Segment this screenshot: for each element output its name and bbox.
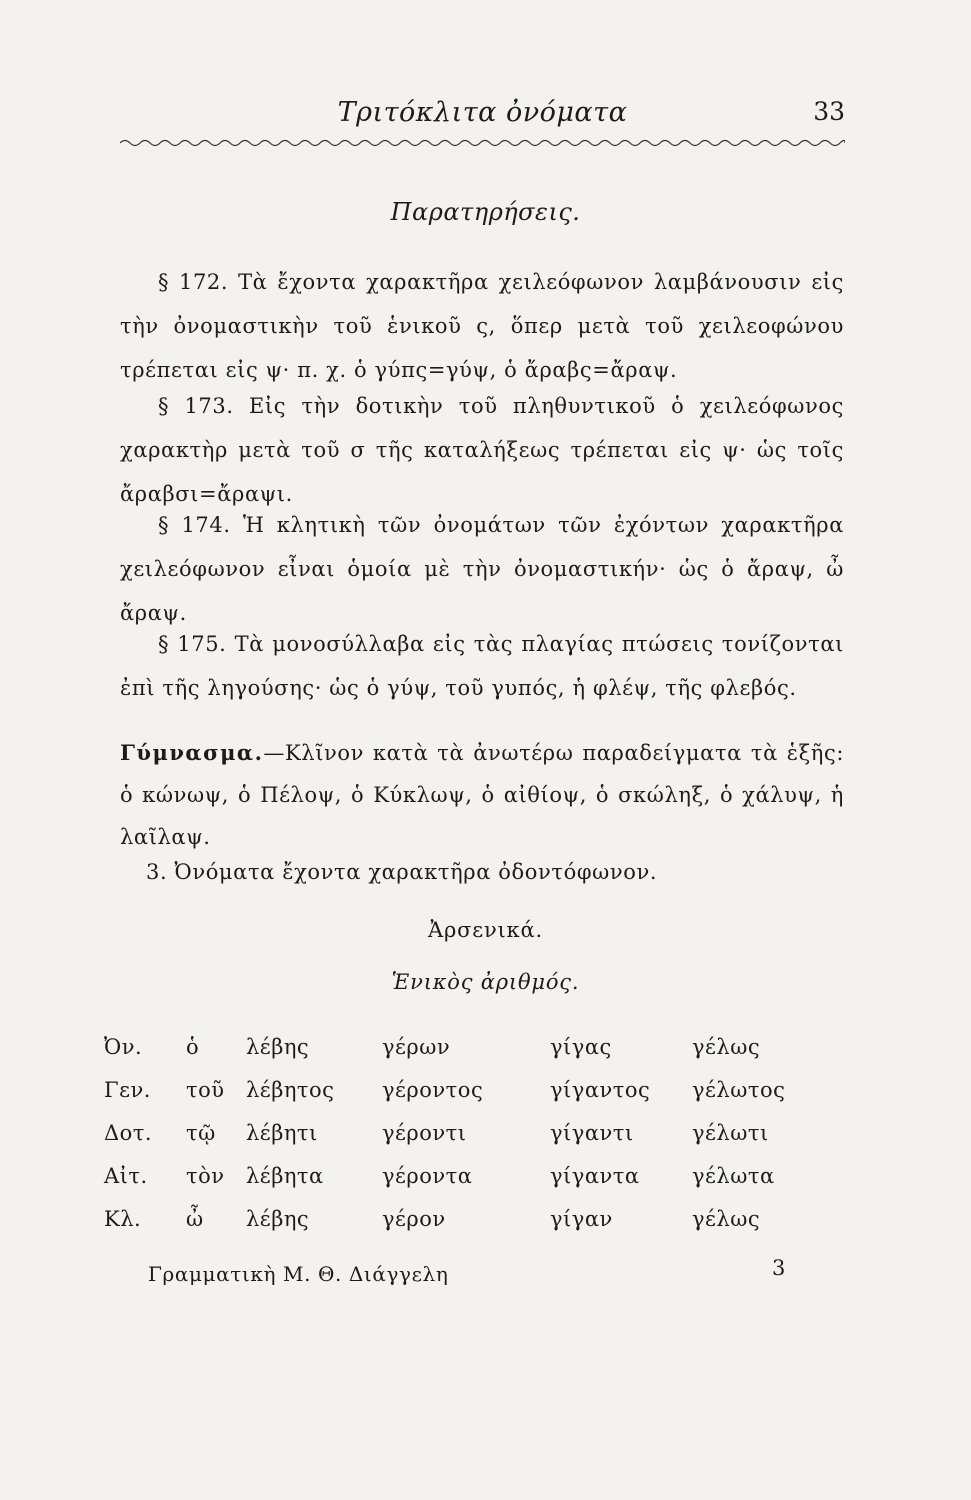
table-cell: γίγαντι (550, 1120, 634, 1145)
table-cell: γέροντα (382, 1163, 473, 1188)
table-cell: γέρων (382, 1034, 451, 1059)
table-row (104, 1025, 812, 1068)
table-cell: γέλωτος (692, 1077, 786, 1102)
case-label: Δοτ. (104, 1120, 153, 1145)
table-cell: λέβητος (246, 1077, 335, 1102)
table-row (104, 1111, 812, 1154)
table-cell: γέλως (692, 1034, 761, 1059)
paragraph-172: § 172. Τὰ ἔχοντα χαρακτῆρα χειλεόφωνον λαμβάνουσιν εἰς τὴν ὀνομαστικὴν τοῦ ἑνικοῦ ς, ὅπερ μετὰ τοῦ χειλεοφώνου τρέπεται εἰς ψ· π. χ. ὁ γύπς=γύψ, ὁ ἄραβς=ἄραψ. (120, 270, 844, 382)
paragraph-175: § 175. Τὰ μονοσύλλαβα εἰς τὰς πλαγίας πτώσεις τονίζονται ἐπὶ τῆς ληγούσης· ὡς ὁ γύψ, τοῦ γυπός, ἡ φλέψ, τῆς φλεβός. (120, 632, 844, 700)
table-row (104, 1068, 812, 1111)
table-cell: τοῦ (186, 1077, 225, 1102)
table-row (104, 1197, 812, 1240)
table-cell: γέροντος (382, 1077, 484, 1102)
table-cell: γέροντι (382, 1120, 467, 1145)
table-row (104, 1154, 812, 1197)
table-cell: γέρον (382, 1206, 446, 1231)
table-cell: γίγαντα (550, 1163, 640, 1188)
footer-signature: Γραμματικὴ Μ. Θ. Διάγγελη (148, 1262, 449, 1286)
case-label: Ὀν. (104, 1034, 143, 1059)
gender-heading: Ἀρσενικά. (428, 918, 543, 942)
table-cell: ὁ (186, 1034, 200, 1059)
exercise-label: Γύμνασμα. (120, 740, 264, 765)
footer-sheet-number: 3 (772, 1256, 786, 1280)
paragraph-174: § 174. Ἡ κλητικὴ τῶν ὀνομάτων τῶν ἐχόντων χαρακτῆρα χειλεόφωνον εἶναι ὁμοία μὲ τὴν ὀνομαστικήν· ὡς ὁ ἄραψ, ὦ ἄραψ. (120, 513, 844, 625)
table-cell: τὸν (186, 1163, 225, 1188)
running-head (120, 95, 845, 135)
declension-table (104, 1025, 812, 1240)
table-cell: λέβητα (246, 1163, 324, 1188)
table-cell: γέλωτι (692, 1120, 769, 1145)
subsection-heading: 3. Ὀνόματα ἔχοντα χαρακτῆρα ὀδοντόφωνον. (146, 860, 658, 884)
table-cell: λέβητι (246, 1120, 318, 1145)
table-cell: γέλως (692, 1206, 761, 1231)
case-label: Γεν. (104, 1077, 151, 1102)
section-title: Παρατηρήσεις. (390, 198, 581, 226)
table-cell: λέβης (246, 1206, 310, 1231)
exercise (120, 732, 844, 858)
case-label: Αἰτ. (104, 1163, 148, 1188)
table-cell: λέβης (246, 1034, 310, 1059)
page-number: 33 (813, 97, 845, 126)
table-cell: ὦ (186, 1206, 204, 1231)
running-head-title: Τριτόκλιτα ὀνόματα (337, 97, 628, 128)
table-cell: γίγαντος (550, 1077, 651, 1102)
paragraph-173: § 173. Εἰς τὴν δοτικὴν τοῦ πληθυντικοῦ ὁ χειλεόφωνος χαρακτὴρ μετὰ τοῦ σ τῆς καταλήξεως τρέπεται εἰς ψ· ὡς τοῖς ἄραβσι=ἄραψι. (120, 394, 844, 506)
number-heading: Ἑνικὸς ἀριθμός. (391, 970, 580, 994)
case-label: Κλ. (104, 1206, 142, 1231)
table-cell: τῷ (186, 1120, 216, 1145)
table-cell: γέλωτα (692, 1163, 775, 1188)
table-cell: γίγας (550, 1034, 612, 1059)
table-cell: γίγαν (550, 1206, 613, 1231)
exercise-text: —Κλῖνον κατὰ τὰ ἀνωτέρω παραδείγματα τὰ ἑξῆς: ὁ κώνωψ, ὁ Πέλοψ, ὁ Κύκλωψ, ὁ αἰθίοψ, ὁ σκώληξ, ὁ χάλυψ, ἡ λαῖλαψ. (120, 741, 844, 849)
wavy-rule (120, 138, 845, 148)
